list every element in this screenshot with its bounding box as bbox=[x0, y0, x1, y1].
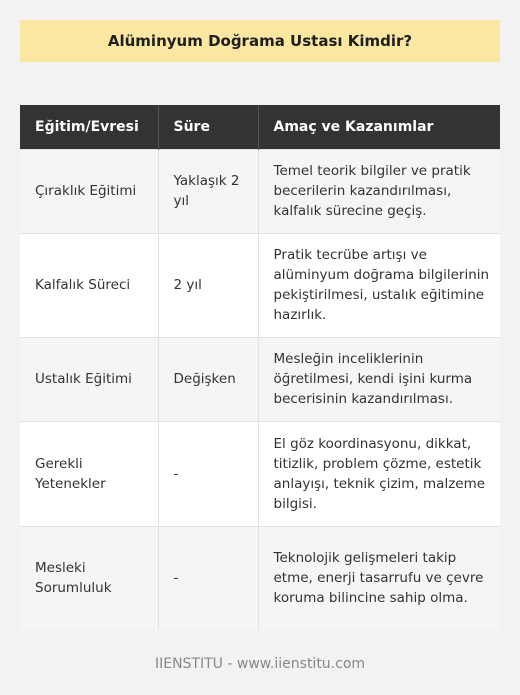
table-row bbox=[20, 421, 500, 526]
cell-goals: Pratik tecrübe artışı ve alüminyum doğrama bilgilerinin pekiştirilmesi, ustalık eğitimine hazırlık. bbox=[258, 233, 500, 337]
cell-goals: El göz koordinasyonu, dikkat, titizlik, problem çözme, estetik anlayışı, teknik çizim, malzeme bilgisi. bbox=[258, 421, 500, 526]
cell-duration: Yaklaşık 2 yıl bbox=[158, 149, 258, 233]
table-row bbox=[20, 337, 500, 421]
table-header-row bbox=[20, 105, 500, 149]
cell-goals: Teknolojik gelişmeleri takip etme, enerji tasarrufu ve çevre koruma bilincine sahip olma. bbox=[258, 526, 500, 630]
footer-credit: IIENSTITU - www.iienstitu.com bbox=[154, 656, 366, 672]
header-goals: Amaç ve Kazanımlar bbox=[258, 105, 500, 149]
table-row bbox=[20, 149, 500, 233]
header-education-stage: Eğitim/Evresi bbox=[20, 105, 158, 149]
cell-stage: Kalfalık Süreci bbox=[20, 233, 158, 337]
cell-goals: Temel teorik bilgiler ve pratik becerilerin kazandırılması, kalfalık sürecine geçiş. bbox=[258, 149, 500, 233]
cell-stage: Gerekli Yetenekler bbox=[20, 421, 158, 526]
cell-stage: Ustalık Eğitimi bbox=[20, 337, 158, 421]
header-duration: Süre bbox=[158, 105, 258, 149]
cell-goals: Mesleğin inceliklerinin öğretilmesi, kendi işini kurma becerisinin kazandırılması. bbox=[258, 337, 500, 421]
page-title: Alüminyum Doğrama Ustası Kimdir? bbox=[107, 32, 413, 50]
cell-duration: 2 yıl bbox=[158, 233, 258, 337]
career-table bbox=[20, 105, 500, 630]
cell-duration: - bbox=[158, 526, 258, 630]
table-row bbox=[20, 233, 500, 337]
cell-duration: - bbox=[158, 421, 258, 526]
cell-stage: Çıraklık Eğitimi bbox=[20, 149, 158, 233]
cell-stage: Mesleki Sorumluluk bbox=[20, 526, 158, 630]
cell-duration: Değişken bbox=[158, 337, 258, 421]
title-banner bbox=[20, 20, 500, 62]
table-row bbox=[20, 526, 500, 630]
